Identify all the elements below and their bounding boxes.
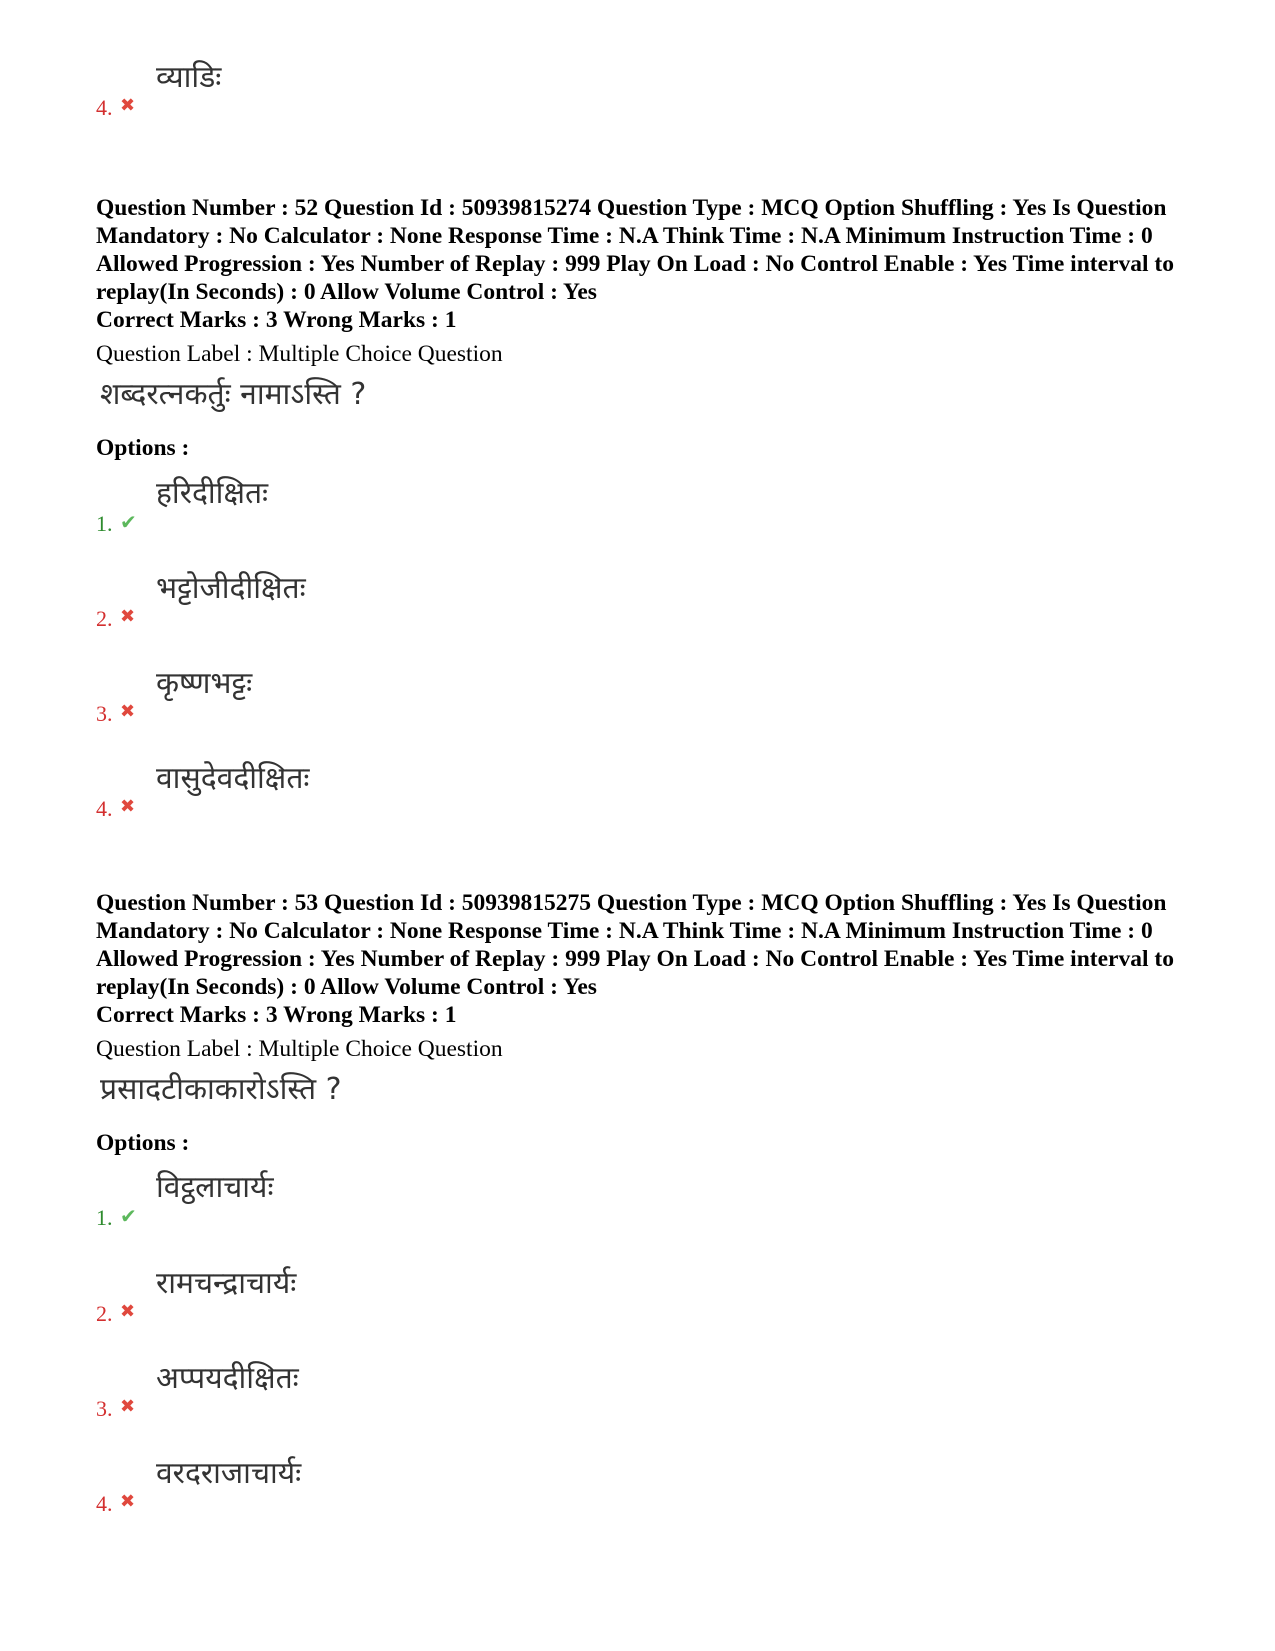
option-number: 4. (96, 796, 113, 821)
option-text: वासुदेवदीक्षितः (156, 761, 310, 796)
option-number: 1. (96, 1205, 113, 1230)
question-header: Question Number : 53 Question Id : 50939815275 Question Type : MCQ Option Shuffling : Yes Is Question Mandatory : No Calculator : None Response Time : N.A Think Time : N.A Minimum Instruction Time : 0 Allowed Progression : Yes Number of Replay : 999 Play On Load : No Control Enable : Yes Time interval to replay(In Seconds) : 0 Allow Volume Control : Yes (96, 890, 1174, 1000)
marks-info: Correct Marks : 3 Wrong Marks : 1 (96, 307, 457, 333)
cross-icon: ✖ (120, 1396, 136, 1417)
question-text: शब्दरत्नकर्तुः नामाऽस्ति ? (100, 377, 367, 412)
option-text: अप्पयदीक्षितः (156, 1361, 299, 1396)
cross-icon: ✖ (120, 701, 136, 722)
check-icon: ✔ (120, 1204, 137, 1228)
question-label: Question Label : Multiple Choice Question (96, 1036, 503, 1062)
option-item (96, 571, 696, 631)
option-number: 2. (96, 606, 113, 631)
option-text: रामचन्द्राचार्यः (156, 1266, 297, 1301)
option-number: 1. (96, 511, 113, 536)
question-label: Question Label : Multiple Choice Question (96, 341, 503, 367)
option-item (96, 761, 696, 821)
marks-info: Correct Marks : 3 Wrong Marks : 1 (96, 1002, 457, 1028)
options-heading: Options : (96, 1130, 190, 1156)
option-number: 3. (96, 1396, 113, 1421)
check-icon: ✔ (120, 510, 137, 534)
option-item (96, 666, 696, 726)
cross-icon: ✖ (120, 95, 136, 116)
option-text: कृष्णभट्टः (156, 666, 253, 701)
option-number: 4. (96, 95, 113, 120)
option-text: वरदराजाचार्यः (156, 1456, 302, 1491)
option-text: विट्ठलाचार्यः (156, 1170, 274, 1205)
option-item (96, 60, 696, 120)
option-item (96, 1266, 696, 1326)
options-heading: Options : (96, 435, 190, 461)
option-number: 4. (96, 1491, 113, 1516)
question-text: प्रसादटीकाकारोऽस्ति ? (100, 1072, 342, 1107)
cross-icon: ✖ (120, 1491, 136, 1512)
option-number: 2. (96, 1301, 113, 1326)
cross-icon: ✖ (120, 606, 136, 627)
cross-icon: ✖ (120, 796, 136, 817)
option-item (96, 1361, 696, 1421)
option-number: 3. (96, 701, 113, 726)
option-item (96, 476, 696, 536)
cross-icon: ✖ (120, 1301, 136, 1322)
option-item (96, 1456, 696, 1516)
option-item (96, 1170, 696, 1230)
option-text: भट्टोजीदीक्षितः (156, 571, 306, 606)
option-text: हरिदीक्षितः (156, 476, 269, 511)
question-header: Question Number : 52 Question Id : 50939815274 Question Type : MCQ Option Shuffling : Yes Is Question Mandatory : No Calculator : None Response Time : N.A Think Time : N.A Minimum Instruction Time : 0 Allowed Progression : Yes Number of Replay : 999 Play On Load : No Control Enable : Yes Time interval to replay(In Seconds) : 0 Allow Volume Control : Yes (96, 195, 1174, 305)
option-text: व्याडिः (156, 60, 222, 95)
